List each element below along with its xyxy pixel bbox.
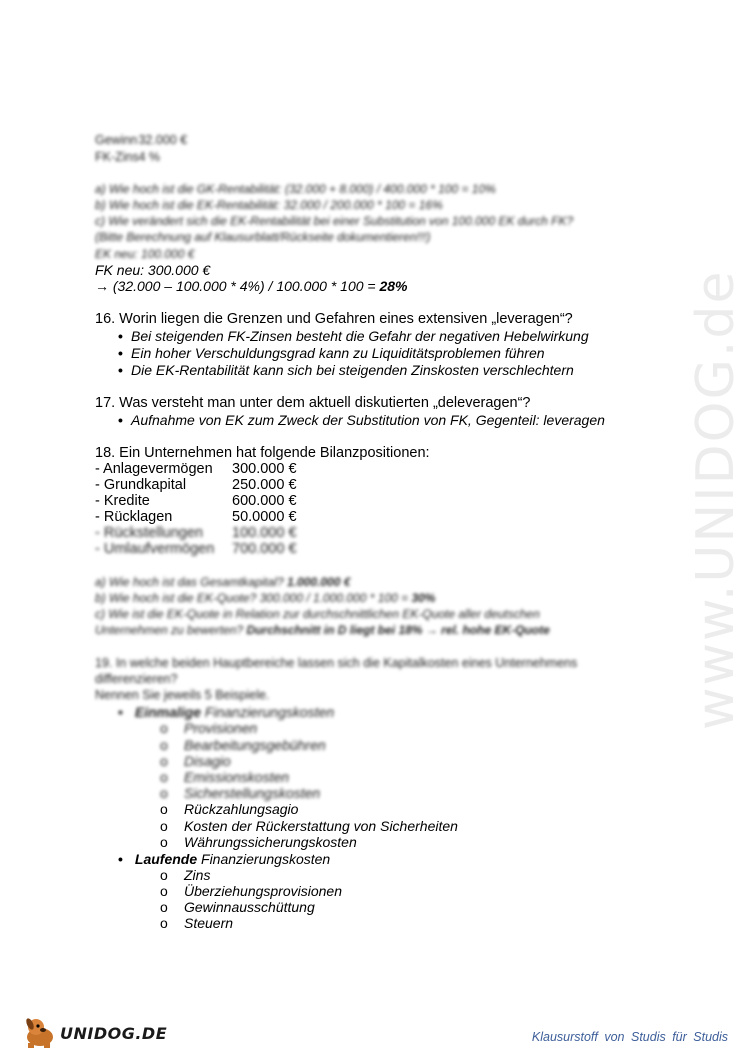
q18-answer-a <box>95 574 350 590</box>
q18-answer-c-question: Unternehmen zu bewerten? <box>95 623 247 637</box>
balance-position-name: - Grundkapital <box>95 477 187 493</box>
q19-one-time-item-text: Disagio <box>184 753 231 769</box>
q18-answer-a-value: 1.000.000 € <box>286 575 351 589</box>
balance-position-value: 50.0000 € <box>232 509 297 525</box>
q18-answer-c-value: Durchschnitt in D liegt bei 18% → rel. hohe EK-Quote <box>246 623 550 637</box>
q19-one-time-item: o Disagio <box>160 753 231 769</box>
logo-text[interactable]: UNIDOG.DE <box>60 1024 168 1043</box>
balance-position-name: - Rückstellungen <box>95 525 203 541</box>
given-interest-label: FK-Zins <box>95 150 139 164</box>
q19-one-time-item: o Provisionen <box>160 720 258 736</box>
q19-running-item-text: Zins <box>184 867 211 883</box>
q19-one-time-item-text: Bearbeitungsgebühren <box>184 737 326 753</box>
q16-bullet <box>118 362 574 378</box>
prev-ek-new: EK neu: 100.000 € <box>95 247 195 261</box>
dog-logo-icon[interactable] <box>22 1015 62 1049</box>
prev-fk-new: FK neu: 300.000 € <box>95 262 211 278</box>
q19-heading-cont: differenzieren? <box>95 672 178 686</box>
q19-one-time-item-text: Sicherstellungskosten <box>184 785 321 801</box>
q19-running-item: o Zins <box>160 867 211 883</box>
given-profit-value: 32.000 € <box>138 133 188 147</box>
prev-calculation <box>95 278 408 294</box>
balance-position-value: 700.000 € <box>232 541 297 557</box>
q16-bullet-text: Die EK-Rentabilität kann sich bei steigenden Zinskosten verschlechtern <box>131 362 574 378</box>
q19-one-time-item-text: Provisionen <box>184 720 258 736</box>
balance-position-name: - Kredite <box>95 493 150 509</box>
q19-group-running <box>118 851 330 867</box>
q19-one-time-item: o Emissionskosten <box>160 769 290 785</box>
balance-position <box>95 461 297 477</box>
q18-answer-c-cont <box>95 622 550 638</box>
q19-running-item: o Überziehungsprovisionen <box>160 883 342 899</box>
balance-position-name: - Anlagevermögen <box>95 461 213 477</box>
prev-calculation-text: → (32.000 – 100.000 * 4%) / 100.000 * 100 = <box>95 278 380 294</box>
q18-answer-b-question: b) Wie hoch ist die EK-Quote? 300.000 / 1.000.000 * 100 = <box>95 591 412 605</box>
q19-instruction: Nennen Sie jeweils 5 Beispiele. <box>95 688 270 702</box>
balance-position-value: 250.000 € <box>232 477 297 493</box>
balance-position-value: 600.000 € <box>232 493 297 509</box>
prev-question-c: c) Wie verändert sich die EK-Rentabilität bei einer Substitution von 100.000 EK durch FK? <box>95 214 574 228</box>
q19-one-time-item: o Sicherstellungskosten <box>160 785 321 801</box>
balance-position-value: 100.000 € <box>232 525 297 541</box>
footer-tagline: Klausurstoff von Studis für Studis <box>531 1030 728 1044</box>
q19-running-item-text: Überziehungsprovisionen <box>184 883 342 899</box>
q19-one-time-item: o Rückzahlungsagio <box>160 801 299 817</box>
q19-group-one-time <box>118 704 334 720</box>
q16-bullet-text: Ein hoher Verschuldungsgrad kann zu Liquiditätsproblemen führen <box>131 345 545 361</box>
balance-position <box>95 493 297 509</box>
q19-one-time-item-text: Rückzahlungsagio <box>184 801 299 817</box>
balance-position <box>95 541 297 557</box>
balance-position <box>95 477 297 493</box>
q19-running-item-text: Gewinnausschüttung <box>184 899 315 915</box>
q19-one-time-item-text: Währungssicherungskosten <box>184 834 357 850</box>
q17-bullet-text: Aufnahme von EK zum Zweck der Substitution von FK, Gegenteil: leveragen <box>131 412 605 428</box>
prev-question-c-note: (Bitte Berechnung auf Klausurblatt/Rückseite dokumentieren!!!) <box>95 230 431 244</box>
q18-answer-a-question: a) Wie hoch ist das Gesamtkapital? <box>95 575 287 589</box>
q16-bullet-text: Bei steigenden FK-Zinsen besteht die Gefahr der negativen Hebelwirkung <box>131 328 589 344</box>
q19-running-item: o Gewinnausschüttung <box>160 899 315 915</box>
q19-one-time-item: o Währungssicherungskosten <box>160 834 357 850</box>
q19-group-one-time-bold: Einmalige <box>134 704 202 720</box>
q19-one-time-item-text: Emissionskosten <box>184 769 290 785</box>
q19-one-time-item: o Bearbeitungsgebühren <box>160 737 326 753</box>
q19-running-item: o Steuern <box>160 915 234 931</box>
q16-bullet <box>118 328 589 344</box>
given-profit-label: Gewinn <box>95 133 138 147</box>
q19-group-one-time-rest: Finanzierungskosten <box>201 704 335 720</box>
balance-position-name: - Rücklagen <box>95 509 173 525</box>
q19-group-running-bold: Laufende <box>134 851 198 867</box>
watermark: www.UNIDOG.de <box>686 269 746 730</box>
q18-heading: 18. Ein Unternehmen hat folgende Bilanzpositionen: <box>95 445 430 461</box>
given-profit <box>95 132 187 148</box>
q19-one-time-item-text: Kosten der Rückerstattung von Sicherheiten <box>184 818 458 834</box>
q16-heading: 16. Worin liegen die Grenzen und Gefahren eines extensiven „leveragen“? <box>95 311 573 327</box>
balance-position-value: 300.000 € <box>232 461 297 477</box>
prev-question-b: b) Wie hoch ist die EK-Rentabilität: 32.000 / 200.000 * 100 = 16% <box>95 198 443 212</box>
given-interest <box>95 149 160 165</box>
q17-bullet <box>118 412 605 428</box>
q18-answer-b-value: 30% <box>411 591 436 605</box>
q19-one-time-item: o Kosten der Rückerstattung von Sicherheiten <box>160 818 458 834</box>
balance-position <box>95 525 297 541</box>
prev-calculation-result: 28% <box>379 278 408 294</box>
q19-running-item-text: Steuern <box>184 915 234 931</box>
q18-answer-c: c) Wie ist die EK-Quote in Relation zur durchschnittlichen EK-Quote aller deutschen <box>95 607 540 621</box>
balance-position-name: - Umlaufvermögen <box>95 541 215 557</box>
q19-heading: 19. In welche beiden Hauptbereiche lassen sich die Kapitalkosten eines Unternehmens <box>95 656 578 670</box>
q16-bullet <box>118 345 545 361</box>
balance-position <box>95 509 297 525</box>
q17-heading: 17. Was versteht man unter dem aktuell diskutierten „deleveragen“? <box>95 395 531 411</box>
q18-answer-b <box>95 590 435 606</box>
q19-group-running-rest: Finanzierungskosten <box>197 851 331 867</box>
given-interest-value: 4 % <box>138 150 161 164</box>
prev-question-a: a) Wie hoch ist die GK-Rentabilität: (32.000 + 8.000) / 400.000 * 100 = 10% <box>95 182 496 196</box>
